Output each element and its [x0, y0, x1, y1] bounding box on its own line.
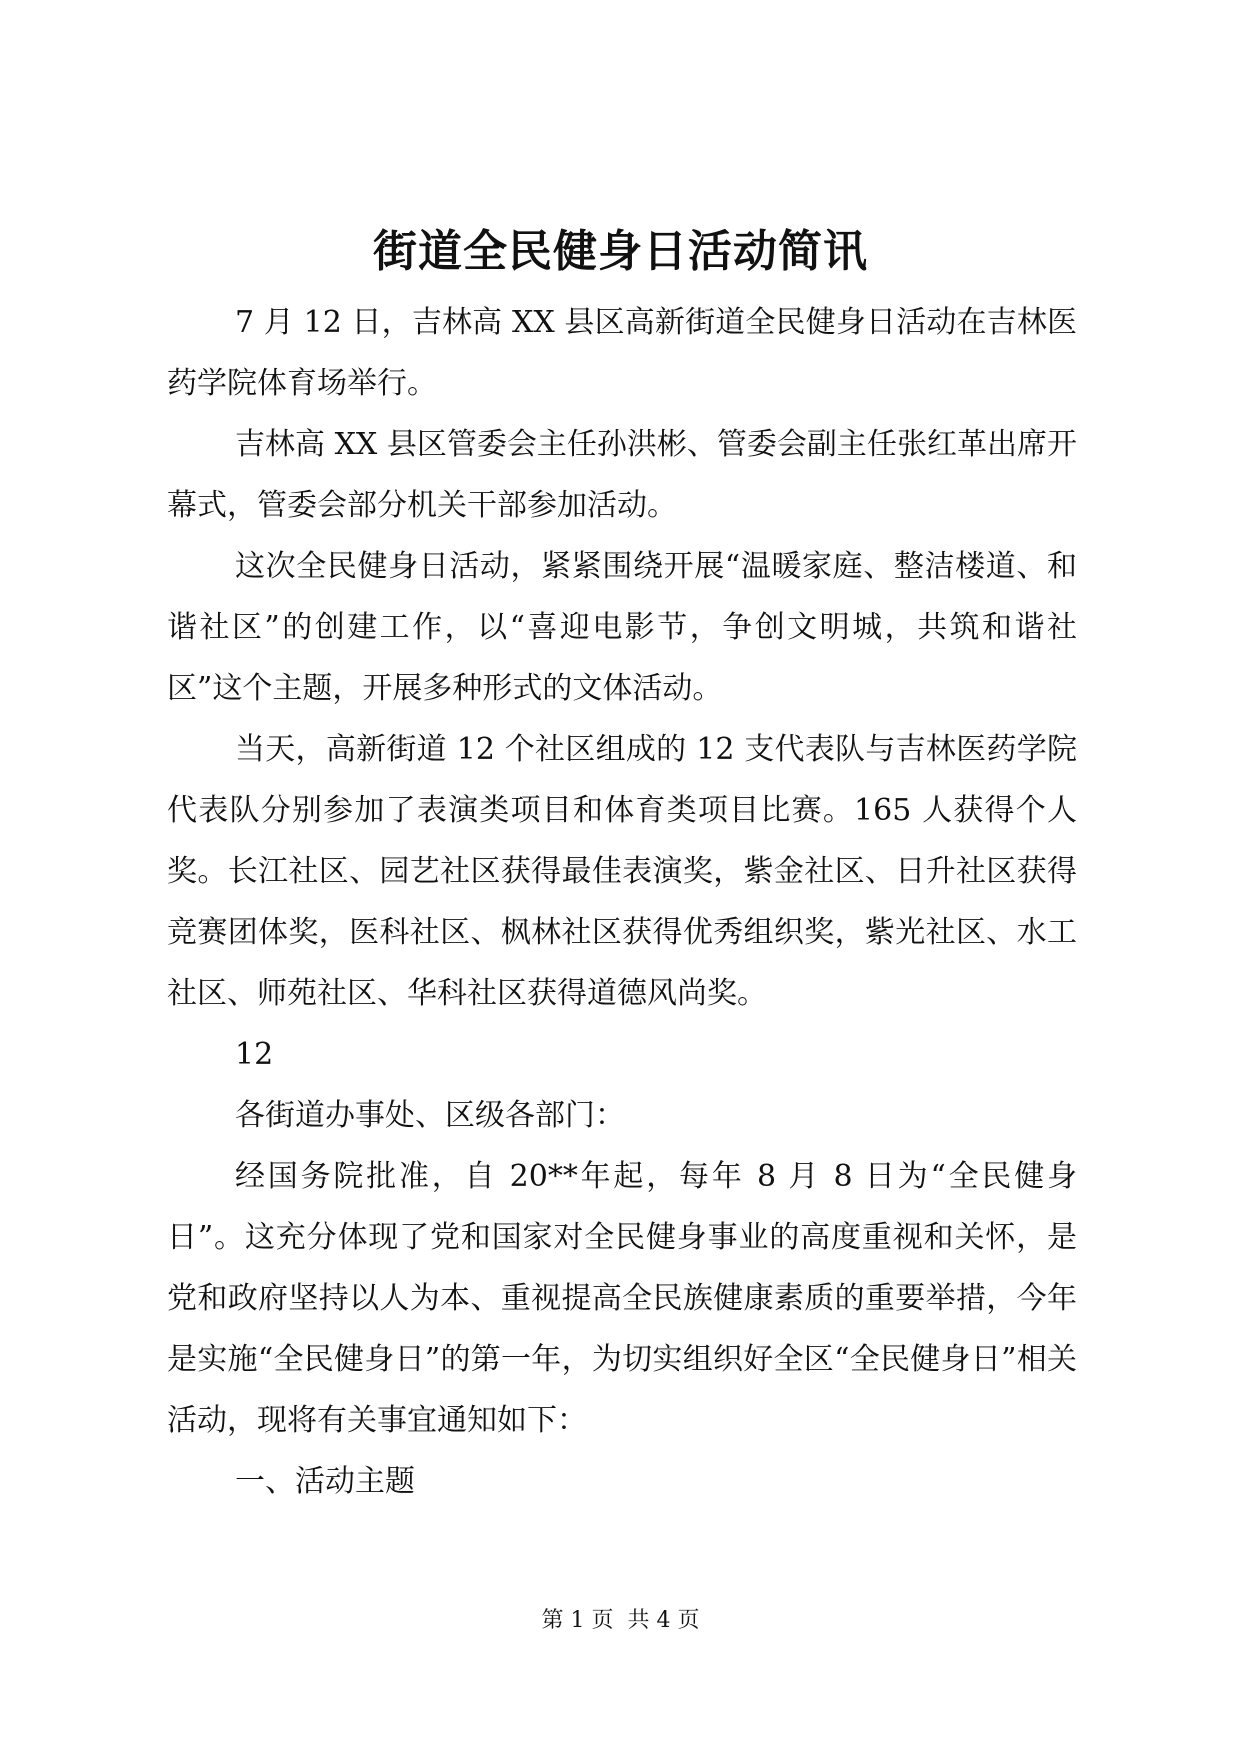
paragraph-attendees: 吉林高 XX 县区管委会主任孙洪彬、管委会副主任张红革出席开幕式，管委会部分机关干部参加活动。: [167, 427, 1077, 523]
paragraph-notice: 经国务院批准，自 20**年起，每年 8 月 8 日为“全民健身日”。这充分体现了党和国家对全民健身事业的高度重视和关怀，是党和政府坚持以人为本、重视提高全民族健康素质的重要举措，今年是实施“全民健身日”的第一年，为切实组织好全区“全民健身日”相关活动，现将有关事宜通知如下：: [167, 1159, 1077, 1438]
paragraph-results: 当天，高新街道 12 个社区组成的 12 支代表队与吉林医药学院代表队分别参加了表演类项目和体育类项目比赛。165 人获得个人奖。长江社区、园艺社区获得最佳表演奖，紫金社区、日升社区获得竞赛团体奖，医科社区、枫林社区获得优秀组织奖，紫光社区、水工社区、师苑社区、华科社区获得道德风尚奖。: [167, 732, 1077, 1011]
document-title: 街道全民健身日活动简讯: [373, 226, 868, 277]
page-total: 共 4 页: [627, 1608, 700, 1633]
page-footer: [0, 1606, 1241, 1636]
paragraph-theme: 这次全民健身日活动，紧紧围绕开展“温暖家庭、整洁楼道、和谐社区”的创建工作，以“喜迎电影节，争创文明城，共筑和谐社区”这个主题，开展多种形式的文体活动。: [167, 549, 1077, 706]
document-body: [167, 292, 1077, 1512]
paragraph-addressee: 各街道办事处、区级各部门：: [235, 1098, 625, 1133]
page-number: 第 1 页: [541, 1608, 614, 1633]
paragraph-intro: 7 月 12 日，吉林高 XX 县区高新街道全民健身日活动在吉林医药学院体育场举行。: [167, 305, 1077, 401]
section-heading-activity-theme: 一、活动主题: [235, 1464, 415, 1499]
paragraph-number: 12: [235, 1037, 274, 1072]
